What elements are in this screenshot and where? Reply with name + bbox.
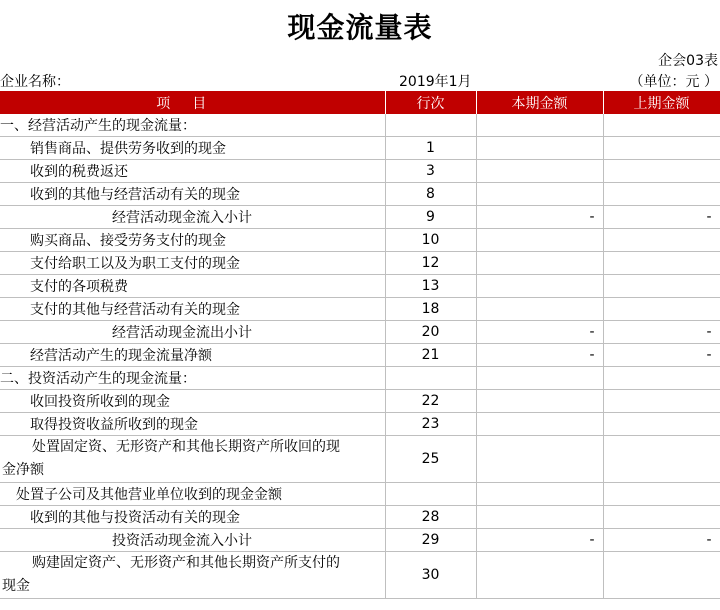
page-title: 现金流量表: [287, 11, 433, 44]
row-no[interactable]: 30: [385, 552, 476, 599]
current-amount-cell[interactable]: [476, 552, 603, 599]
current-amount-cell[interactable]: [476, 229, 603, 252]
previous-amount-cell[interactable]: -: [603, 344, 720, 367]
table-row: [0, 275, 720, 298]
row-label-line1: 购建固定资产、无形资产和其他长期资产所支付的: [32, 555, 340, 571]
row-label-line2: 现金: [2, 578, 30, 594]
cash-flow-table: [0, 91, 720, 599]
table-row: [0, 114, 720, 137]
current-amount-cell[interactable]: [476, 298, 603, 321]
row-label: 二、投资活动产生的现金流量：: [0, 367, 385, 390]
table-row: [0, 390, 720, 413]
row-label: 经营活动现金流入小计: [0, 206, 385, 229]
current-amount-cell[interactable]: [476, 183, 603, 206]
current-amount-cell[interactable]: [476, 506, 603, 529]
table-row: [0, 252, 720, 275]
row-no[interactable]: 20: [385, 321, 476, 344]
table-row: [0, 506, 720, 529]
company-name-label: 企业名称：: [0, 74, 70, 90]
previous-amount-cell[interactable]: [603, 114, 720, 137]
previous-amount-cell[interactable]: -: [603, 321, 720, 344]
row-label: 经营活动产生的现金流量净额: [0, 344, 385, 367]
previous-amount-cell[interactable]: [603, 298, 720, 321]
current-amount-cell[interactable]: [476, 114, 603, 137]
previous-amount-cell[interactable]: [603, 160, 720, 183]
previous-amount-cell[interactable]: [603, 252, 720, 275]
row-no[interactable]: 9: [385, 206, 476, 229]
row-label: 投资活动现金流入小计: [0, 529, 385, 552]
table-row: [0, 321, 720, 344]
row-label: 收到的其他与经营活动有关的现金: [0, 183, 385, 206]
table-row: [0, 137, 720, 160]
current-amount-cell[interactable]: [476, 483, 603, 506]
row-label: 一、经营活动产生的现金流量：: [0, 114, 385, 137]
row-no[interactable]: 3: [385, 160, 476, 183]
row-no[interactable]: 21: [385, 344, 476, 367]
header-item: 项目: [0, 91, 385, 114]
row-no[interactable]: 8: [385, 183, 476, 206]
row-label-line2: 金净额: [2, 462, 44, 478]
row-label: 销售商品、提供劳务收到的现金: [0, 137, 385, 160]
current-amount-cell[interactable]: [476, 436, 603, 483]
row-label: [0, 552, 385, 599]
current-amount-cell[interactable]: [476, 160, 603, 183]
row-label: 收到的税费返还: [0, 160, 385, 183]
table-row: [0, 529, 720, 552]
table-row: [0, 436, 720, 483]
table-row: [0, 298, 720, 321]
current-amount-cell[interactable]: -: [476, 206, 603, 229]
row-no[interactable]: [385, 483, 476, 506]
form-code: 企会03表: [658, 53, 718, 69]
header-current-amount: 本期金额: [476, 91, 603, 114]
previous-amount-cell[interactable]: [603, 506, 720, 529]
current-amount-cell[interactable]: [476, 275, 603, 298]
previous-amount-cell[interactable]: [603, 367, 720, 390]
previous-amount-cell[interactable]: [603, 483, 720, 506]
previous-amount-cell[interactable]: [603, 137, 720, 160]
row-no[interactable]: 10: [385, 229, 476, 252]
current-amount-cell[interactable]: [476, 390, 603, 413]
table-row: [0, 367, 720, 390]
current-amount-cell[interactable]: [476, 252, 603, 275]
previous-amount-cell[interactable]: [603, 183, 720, 206]
table-row: [0, 413, 720, 436]
row-no[interactable]: 18: [385, 298, 476, 321]
header-previous-amount: 上期金额: [603, 91, 720, 114]
row-no[interactable]: 23: [385, 413, 476, 436]
previous-amount-cell[interactable]: [603, 436, 720, 483]
row-no[interactable]: 28: [385, 506, 476, 529]
row-no[interactable]: 1: [385, 137, 476, 160]
row-no[interactable]: 25: [385, 436, 476, 483]
table-header-row: [0, 91, 720, 114]
table-row: [0, 552, 720, 599]
row-label-line1: 处置固定资、无形资产和其他长期资产所收回的现: [32, 439, 340, 455]
report-period: 2019年1月: [399, 74, 472, 90]
previous-amount-cell[interactable]: [603, 275, 720, 298]
current-amount-cell[interactable]: -: [476, 321, 603, 344]
row-no[interactable]: [385, 367, 476, 390]
row-label: 取得投资收益所收到的现金: [0, 413, 385, 436]
row-no[interactable]: 12: [385, 252, 476, 275]
row-label: 处置子公司及其他营业单位收到的现金金额: [0, 483, 385, 506]
row-label: 支付的其他与经营活动有关的现金: [0, 298, 385, 321]
current-amount-cell[interactable]: -: [476, 344, 603, 367]
previous-amount-cell[interactable]: [603, 229, 720, 252]
table-row: [0, 344, 720, 367]
row-label: 支付给职工以及为职工支付的现金: [0, 252, 385, 275]
header-row-no: 行次: [385, 91, 476, 114]
table-row: [0, 183, 720, 206]
row-label: 收到的其他与投资活动有关的现金: [0, 506, 385, 529]
row-no[interactable]: 29: [385, 529, 476, 552]
row-label: 收回投资所收到的现金: [0, 390, 385, 413]
table-row: [0, 160, 720, 183]
current-amount-cell[interactable]: [476, 413, 603, 436]
table-row: [0, 206, 720, 229]
row-no[interactable]: [385, 114, 476, 137]
currency-unit: （单位：元 ）: [629, 74, 718, 90]
table-row: [0, 229, 720, 252]
previous-amount-cell[interactable]: [603, 552, 720, 599]
previous-amount-cell[interactable]: [603, 390, 720, 413]
row-label: 购买商品、接受劳务支付的现金: [0, 229, 385, 252]
row-label: [0, 436, 385, 483]
table-row: [0, 483, 720, 506]
row-label: 支付的各项税费: [0, 275, 385, 298]
row-no[interactable]: 13: [385, 275, 476, 298]
current-amount-cell[interactable]: [476, 367, 603, 390]
current-amount-cell[interactable]: [476, 137, 603, 160]
previous-amount-cell[interactable]: -: [603, 206, 720, 229]
previous-amount-cell[interactable]: -: [603, 529, 720, 552]
row-label: 经营活动现金流出小计: [0, 321, 385, 344]
current-amount-cell[interactable]: -: [476, 529, 603, 552]
row-no[interactable]: 22: [385, 390, 476, 413]
previous-amount-cell[interactable]: [603, 413, 720, 436]
